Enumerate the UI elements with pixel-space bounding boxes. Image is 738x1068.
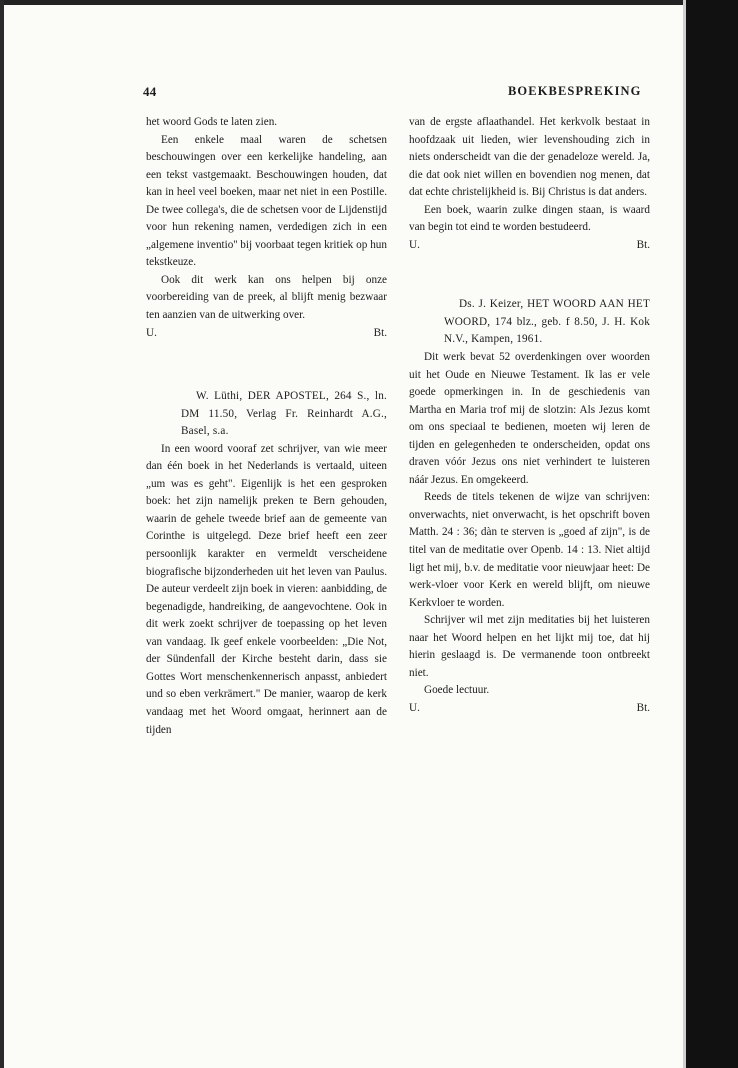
signature-author: Bt. [636, 701, 650, 714]
review-heading: W. Lüthi, DER APOSTEL, 264 S., ln. DM 11.50, Verlag Fr. Reinhardt A.G., Basel, s.a. [181, 390, 387, 438]
paragraph: Schrijver wil met zijn meditaties bij het luisteren naar het Woord helpen en het lijkt mij toe, dat hij hierin geslaagd is. De vermanende toon ontbreekt niet. [409, 614, 650, 679]
right-column [409, 114, 650, 718]
running-head: BOEKBESPREKING [508, 84, 642, 98]
spacer [146, 342, 387, 388]
paragraph: Dit werk bevat 52 overdenkingen over woorden uit het Oude en Nieuwe Testament. Ik las er vele goede opmerkingen in. In de geschiedenis van Martha en Maria trof mij de slotzin: Als Jezus komt om ons speciaal te bedienen, moeten wij leren de tijden en gelegenheden te onderscheiden, opdat ons draven vóór Jezus ons niet verhindert te luisteren náár Jezus. En omgekeerd. [409, 351, 650, 486]
paragraph: van de ergste aflaathandel. Het kerkvolk bestaat in hoofdzaak uit lieden, wier levenshouding zich in niets onderscheidt van die der genadeloze wereld. Ja, die dat ook niet willen en bovendien nog menen, dat dat echte christelijkheid is. Bij Christus is dat anders. [409, 116, 650, 199]
paragraph: het woord Gods te laten zien. [146, 116, 278, 128]
paragraph: Ook dit werk kan ons helpen bij onze voorbereiding van de preek, al blijft menig bezwaar ten aanzien van de uitwerking over. [146, 273, 387, 322]
paragraph: Een boek, waarin zulke dingen staan, is waard van begin tot eind te worden bestudeerd. [409, 203, 650, 234]
signature-author: Bt. [373, 326, 387, 339]
signature-initial: U. [409, 701, 420, 714]
review-heading: Ds. J. Keizer, HET WOORD AAN HET WOORD, 174 blz., geb. f 8.50, J. H. Kok N.V., Kampen, 1961. [444, 298, 650, 346]
paragraph: Reeds de titels tekenen de wijze van schrijven: onverwachts, niet onverwacht, is het opschrift boven Matth. 24 : 36; dàn te sterven is „goed af zijn", is de titel van de meditatie over Openb. 14 : 13. Niet altijd ligt het mij, b.v. de meditatie voor nieuwjaar heet: De werk-vloer voor Kerk en wereld blijft, om nieuwe Kerkvloer te worden. [409, 491, 650, 609]
paragraph: In een woord vooraf zet schrijver, van wie meer dan één boek in het Nederlands is vertaald, uiteen „um was es geht". Eigenlijk is het een gesproken boek: het zijn namelijk preken te Bern gehouden, waarin de gehele tweede brief aan de gemeente van Corinthe is uitgelegd. Deze brief heeft een zeer persoonlijk karakter en vermeldt verscheidene biografische bijzonderheden uit het leven van Paulus. De auteur verdeelt zijn boek in vieren: aanbidding, de begenadigde, handreiking, de aangevochtene. Ook in dit werk zoekt schrijver de toepassing op het leven van vandaag. Ik geef enkele voorbeelden: „Die Not, der Sündenfall der Kirche besteht darin, dass sie Gottes Wort menschenkennerisch anpasst, anbiedert und so eben verkrämert." De manier, waarop de kerk vandaag met het Woord omgaat, herinnert aan de tijden [146, 442, 387, 736]
signature-initial: U. [409, 238, 420, 251]
page-number: 44 [143, 84, 157, 99]
paragraph: Een enkele maal waren de schetsen beschouwingen over een kerkelijke handeling, aan een tekst vastgemaakt. Beschouwingen houden, dat kan in heel veel boeken, maar net niet in een Postille. De twee collega's, die de schetsen voor de Lijdenstijd voor hun rekening namen, verdedigen zich in een „algemene inventio'' bij voorbaat tegen kritiek op hun tekstkeuze. [146, 133, 387, 269]
scan-border-right [686, 0, 738, 1068]
signature-initial: U. [146, 326, 157, 339]
scan-border-left [0, 0, 4, 1068]
scan-border-top [0, 0, 686, 5]
spacer [409, 254, 650, 296]
review-signature [146, 325, 387, 343]
review-signature [409, 237, 650, 255]
left-column [146, 114, 387, 739]
paragraph: Goede lectuur. [424, 684, 490, 697]
signature-author: Bt. [636, 238, 650, 251]
review-signature [409, 700, 650, 718]
